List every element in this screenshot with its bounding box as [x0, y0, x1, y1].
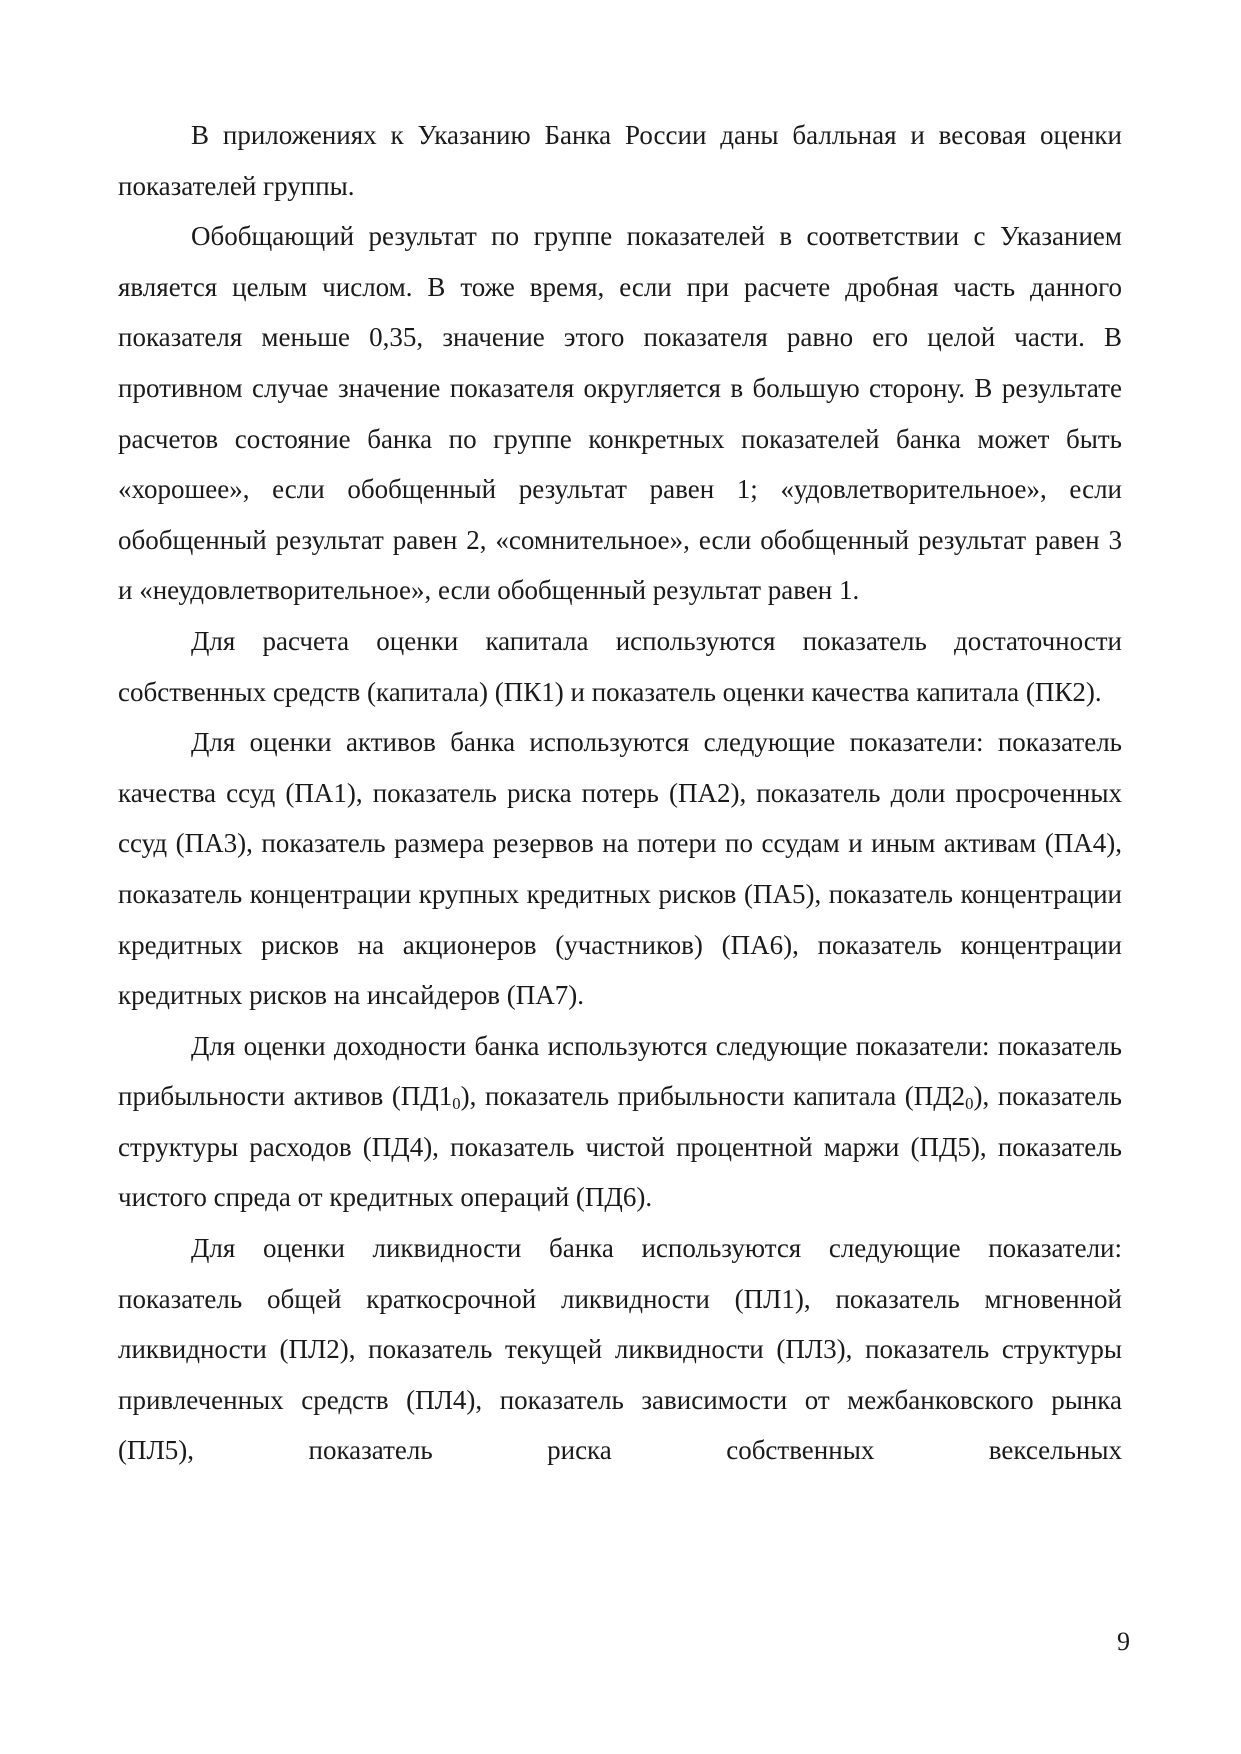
- body-text: [118, 110, 1122, 1476]
- subscript-pd1: 0: [452, 1094, 461, 1114]
- subscript-pd2: 0: [965, 1094, 974, 1114]
- profitability-text-part-2: ), показатель прибыльности капитала (ПД2: [460, 1081, 966, 1112]
- paragraph-asset-assessment: Для оценки активов банка используются следующие показатели: показатель качества ссуд (ПА1), показатель риска потерь (ПА2), показатель доли просроченных ссуд (ПА3), показатель размера резервов на потери по ссудам и иным активам (ПА4), показатель концентрации крупных кредитных рисков (ПА5), показатель концентрации кредитных рисков на акционеров (участников) (ПА6), показатель концентрации кредитных рисков на инсайдеров (ПА7).: [118, 727, 1122, 1011]
- paragraph-capital-assessment: Для расчета оценки капитала используются показатель достаточности собственных средств (капитала) (ПК1) и показатель оценки качества капитала (ПК2).: [118, 625, 1122, 707]
- paragraph-profitability-assessment: [118, 1021, 1122, 1223]
- paragraph-appendices: В приложениях к Указанию Банка России даны балльная и весовая оценки показателей группы.: [118, 120, 1122, 201]
- paragraph-liquidity-assessment: Для оценки ликвидности банка используются следующие показатели: показатель общей краткосрочной ликвидности (ПЛ1), показатель мгновенной ликвидности (ПЛ2), показатель текущей ликвидности (ПЛ3), показатель структуры привлеченных средств (ПЛ4), показатель зависимости от межбанковского рынка (ПЛ5), показатель риска собственных вексельных: [118, 1233, 1122, 1466]
- paragraph-summary-result: Обобщающий результат по группе показателей в соответствии с Указанием является целым числом. В тоже время, если при расчете дробная часть данного показателя меньше 0,35, значение этого показателя равно его целой части. В противном случае значение показателя округляется в большую сторону. В результате расчетов состояние банка по группе конкретных показателей банка может быть «хорошее», если обобщенный результат равен 1; «удовлетворительное», если обобщенный результат равен 2, «сомнительное», если обобщенный результат равен 3 и «неудовлетворительное», если обобщенный результат равен 1.: [118, 221, 1122, 606]
- profitability-text-part-3: ), показатель структуры расходов (ПД4), показатель чистой процентной маржи (ПД5), показатель чистого спреда от кредитных операций (ПД6).: [118, 1081, 1122, 1213]
- profitability-text-part-1: Для оценки доходности банка используются следующие показатели: показатель прибыльности активов (ПД1: [118, 1030, 1122, 1112]
- page-number: 9: [1117, 1627, 1130, 1656]
